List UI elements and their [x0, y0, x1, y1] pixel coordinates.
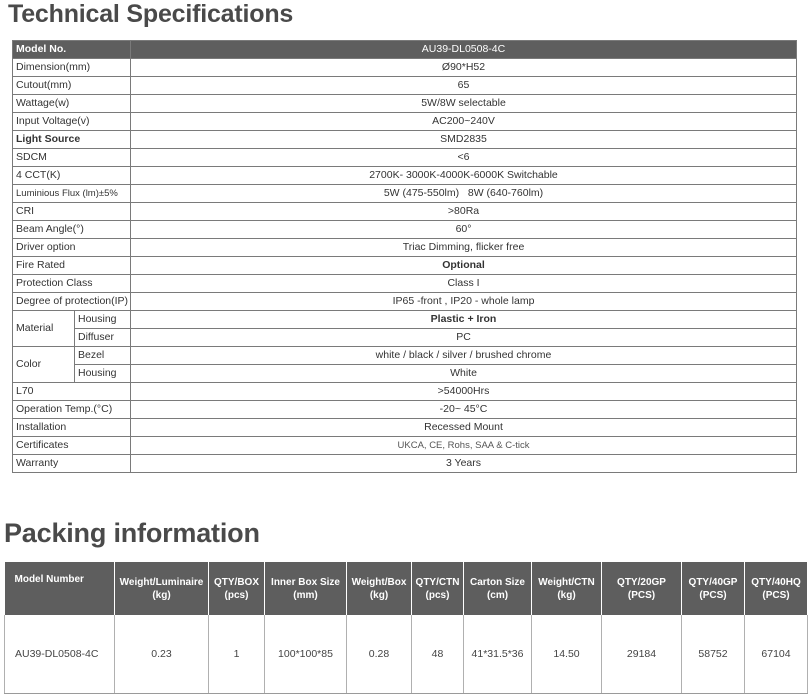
packing-header: QTY/BOX (pcs) — [209, 562, 265, 615]
specs-heading: Technical Specifications — [8, 0, 294, 28]
spec-label: Degree of protection(IP) — [13, 293, 131, 311]
spec-value: Recessed Mount — [131, 419, 797, 437]
material-diffuser-value: PC — [131, 329, 797, 347]
spec-row — [13, 167, 797, 185]
spec-row — [13, 149, 797, 167]
spec-label: Protection Class — [13, 275, 131, 293]
spec-label: Luminious Flux (lm)±5% — [13, 185, 131, 203]
model-label: Model No. — [13, 41, 131, 59]
packing-cell: 14.50 — [532, 615, 602, 694]
packing-header-row — [5, 562, 808, 615]
spec-label: Fire Rated — [13, 257, 131, 275]
material-housing-value: Plastic + Iron — [131, 311, 797, 329]
packing-table — [4, 562, 808, 694]
spec-label: Dimension(mm) — [13, 59, 131, 77]
spec-value: 5W/8W selectable — [131, 95, 797, 113]
spec-value: Optional — [131, 257, 797, 275]
packing-cell: 100*100*85 — [265, 615, 347, 694]
spec-row — [13, 329, 797, 347]
spec-row — [13, 239, 797, 257]
spec-label: 4 CCT(K) — [13, 167, 131, 185]
material-label: Material — [13, 311, 75, 347]
spec-label: Light Source — [13, 131, 131, 149]
spec-row — [13, 419, 797, 437]
model-value: AU39-DL0508-4C — [131, 41, 797, 59]
spec-value: 65 — [131, 77, 797, 95]
spec-row — [13, 365, 797, 383]
specs-table — [12, 40, 797, 473]
spec-value: Class I — [131, 275, 797, 293]
packing-header: QTY/20GP (PCS) — [602, 562, 682, 615]
material-diffuser-label: Diffuser — [75, 329, 131, 347]
spec-label: Operation Temp.(°C) — [13, 401, 131, 419]
spec-value: Ø90*H52 — [131, 59, 797, 77]
spec-row — [13, 95, 797, 113]
packing-cell: 67104 — [745, 615, 808, 694]
spec-label: Cutout(mm) — [13, 77, 131, 95]
color-housing-label: Housing — [75, 365, 131, 383]
spec-value: Triac Dimming, flicker free — [131, 239, 797, 257]
spec-row — [13, 311, 797, 329]
packing-header: Carton Size (cm) — [464, 562, 532, 615]
spec-row — [13, 77, 797, 95]
packing-header: Weight/CTN (kg) — [532, 562, 602, 615]
spec-value: 2700K- 3000K-4000K-6000K Switchable — [131, 167, 797, 185]
spec-row — [13, 401, 797, 419]
spec-label: Certificates — [13, 437, 131, 455]
material-housing-label: Housing — [75, 311, 131, 329]
packing-header: Inner Box Size (mm) — [265, 562, 347, 615]
packing-header: QTY/40HQ (PCS) — [745, 562, 808, 615]
packing-header: QTY/CTN (pcs) — [412, 562, 464, 615]
spec-value: 3 Years — [131, 455, 797, 473]
packing-cell: 29184 — [602, 615, 682, 694]
spec-label: Installation — [13, 419, 131, 437]
color-label: Color — [13, 347, 75, 383]
packing-header: QTY/40GP (PCS) — [682, 562, 745, 615]
packing-heading: Packing information — [4, 518, 260, 548]
spec-row — [13, 185, 797, 203]
spec-row — [13, 455, 797, 473]
spec-label: Wattage(w) — [13, 95, 131, 113]
spec-row — [13, 113, 797, 131]
packing-cell: 58752 — [682, 615, 745, 694]
spec-row — [13, 59, 797, 77]
spec-value: <6 — [131, 149, 797, 167]
spec-row — [13, 437, 797, 455]
spec-row — [13, 383, 797, 401]
color-housing-value: White — [131, 365, 797, 383]
spec-row — [13, 347, 797, 365]
spec-value: >54000Hrs — [131, 383, 797, 401]
spec-value: SMD2835 — [131, 131, 797, 149]
packing-cell: 0.23 — [115, 615, 209, 694]
spec-row — [13, 275, 797, 293]
spec-row — [13, 221, 797, 239]
spec-row — [13, 257, 797, 275]
packing-row — [5, 615, 808, 694]
packing-header: Weight/Luminaire (kg) — [115, 562, 209, 615]
spec-label: Input Voltage(v) — [13, 113, 131, 131]
spec-row — [13, 203, 797, 221]
spec-label: Warranty — [13, 455, 131, 473]
packing-cell: 48 — [412, 615, 464, 694]
spec-value: 5W (475-550lm) 8W (640-760lm) — [131, 185, 797, 203]
spec-value: -20~ 45°C — [131, 401, 797, 419]
color-bezel-value: white / black / silver / brushed chrome — [131, 347, 797, 365]
spec-label: Driver option — [13, 239, 131, 257]
specs-header-row — [13, 41, 797, 59]
packing-header: Model Number — [5, 562, 115, 615]
packing-cell: AU39-DL0508-4C — [5, 615, 115, 694]
spec-label: Beam Angle(°) — [13, 221, 131, 239]
packing-cell: 1 — [209, 615, 265, 694]
spec-label: CRI — [13, 203, 131, 221]
packing-cell: 0.28 — [347, 615, 412, 694]
color-bezel-label: Bezel — [75, 347, 131, 365]
spec-value: UKCA, CE, Rohs, SAA & C-tick — [131, 437, 797, 455]
spec-value: 60° — [131, 221, 797, 239]
packing-cell: 41*31.5*36 — [464, 615, 532, 694]
spec-row — [13, 131, 797, 149]
spec-label: L70 — [13, 383, 131, 401]
spec-value: AC200~240V — [131, 113, 797, 131]
spec-value: >80Ra — [131, 203, 797, 221]
spec-row — [13, 293, 797, 311]
packing-header: Weight/Box (kg) — [347, 562, 412, 615]
spec-value: IP65 -front , IP20 - whole lamp — [131, 293, 797, 311]
spec-label: SDCM — [13, 149, 131, 167]
